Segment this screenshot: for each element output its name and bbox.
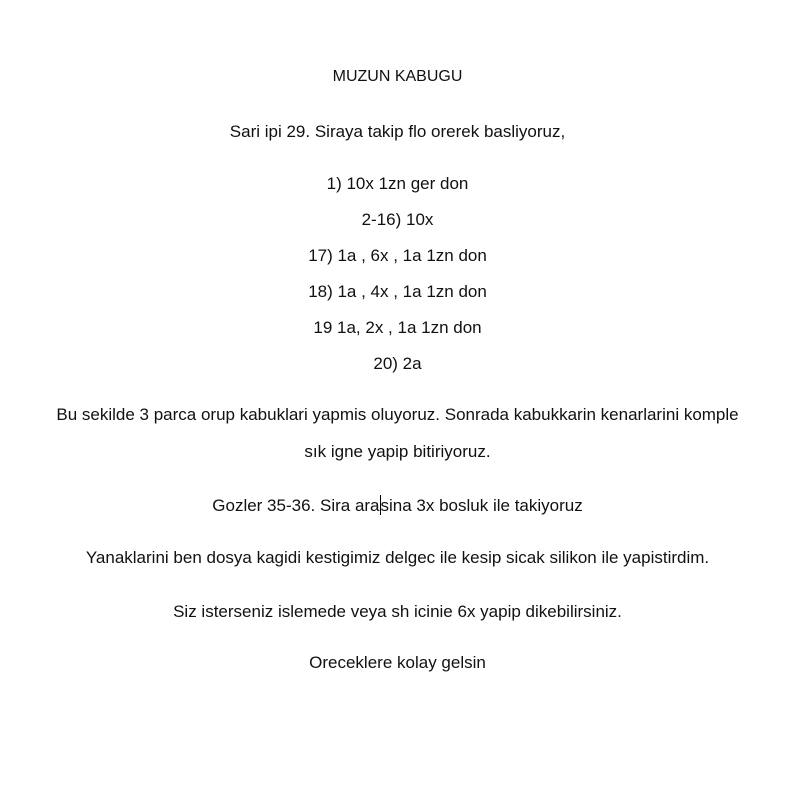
intro-line: Sari ipi 29. Siraya takip flo orerek basliyoruz, <box>229 122 566 141</box>
pattern-row-5: 19 1a, 2x , 1a 1zn don <box>313 318 482 337</box>
pattern-row-1: 1) 10x 1zn ger don <box>326 174 469 193</box>
paragraph-4: Siz isterseniz islemede veya sh icinie 6x yapip dikebilirsiniz. <box>173 602 622 621</box>
pattern-row-3: 17) 1a , 6x , 1a 1zn don <box>308 246 487 265</box>
paragraph-2-after-cursor: sina 3x bosluk ile takiyoruz <box>380 496 583 515</box>
paragraph-1-line-1: Bu sekilde 3 parca orup kabuklari yapmis oluyoruz. Sonrada kabukkarin kenarlarini komple <box>56 405 739 424</box>
paragraph-3: Yanaklarini ben dosya kagidi kestigimiz delgec ile kesip sicak silikon ile yapistirdim. <box>85 548 710 567</box>
pattern-row-4: 18) 1a , 4x , 1a 1zn don <box>308 282 487 301</box>
paragraph-5: Oreceklere kolay gelsin <box>309 653 486 672</box>
pattern-row-2: 2-16) 10x <box>361 210 434 229</box>
paragraph-1-line-2: sık igne yapip bitiriyoruz. <box>304 442 491 461</box>
paragraph-2 <box>0 495 795 517</box>
pattern-row-6: 20) 2a <box>373 354 422 373</box>
document-title: MUZUN KABUGU <box>332 68 463 85</box>
paragraph-2-before-cursor: Gozler 35-36. Sira ara <box>212 496 380 515</box>
